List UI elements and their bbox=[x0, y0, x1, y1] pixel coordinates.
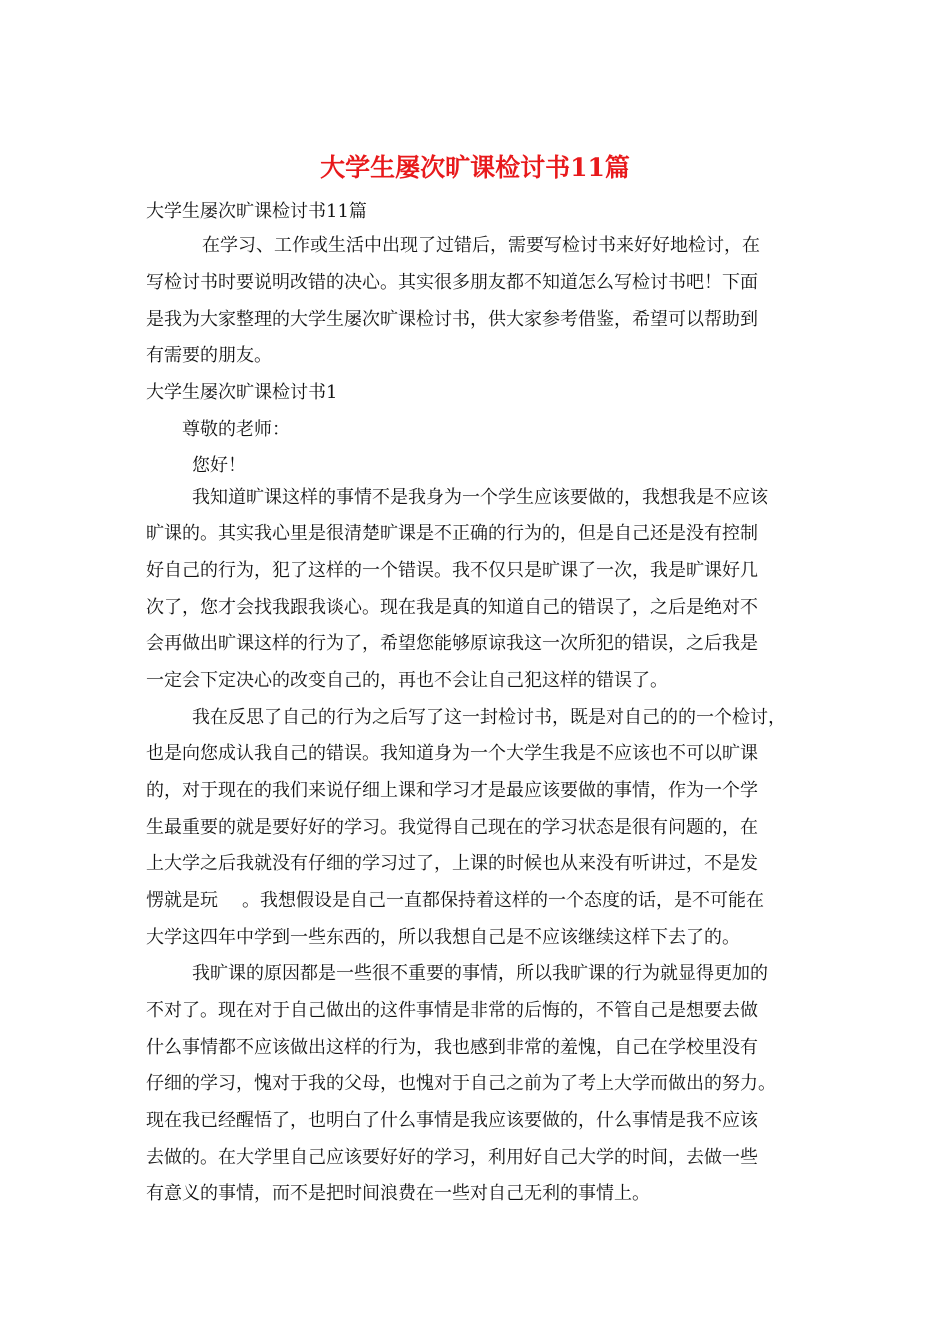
paragraph-line: 上大学之后我就没有仔细的学习过了，上课的时候也从来没有听讲过，不是发 bbox=[146, 853, 758, 874]
intro-line: 是我为大家整理的大学生屡次旷课检讨书，供大家参考借鉴，希望可以帮助到 bbox=[146, 309, 758, 330]
paragraph-line: 有意义的事情，而不是把时间浪费在一些对自己无利的事情上。 bbox=[146, 1183, 650, 1204]
intro-line: 有需要的朋友。 bbox=[146, 345, 272, 366]
paragraph-line: 我知道旷课这样的事情不是我身为一个学生应该要做的，我想我是不应该 bbox=[192, 487, 768, 508]
paragraph-line: 去做的。在大学里自己应该要好好的学习，利用好自己大学的时间，去做一些 bbox=[146, 1147, 758, 1168]
paragraph-line: 大学这四年中学到一些东西的，所以我想自己是不应该继续这样下去了的。 bbox=[146, 927, 740, 948]
paragraph-fragment: 愣就是玩 bbox=[146, 890, 218, 911]
paragraph-line: 仔细的学习，愧对于我的父母，也愧对于自己之前为了考上大学而做出的努力。 bbox=[146, 1073, 776, 1094]
salutation: 尊敬的老师： bbox=[182, 419, 290, 440]
paragraph-line: 什么事情都不应该做出这样的行为，我也感到非常的羞愧，自己在学校里没有 bbox=[146, 1037, 758, 1058]
paragraph-line: 旷课的。其实我心里是很清楚旷课是不正确的行为的，但是自己还是没有控制 bbox=[146, 523, 758, 544]
intro-line: 在学习、工作或生活中出现了过错后，需要写检讨书来好好地检讨，在 bbox=[202, 235, 760, 256]
paragraph-line: 一定会下定决心的改变自己的，再也不会让自己犯这样的错误了。 bbox=[146, 670, 668, 691]
document-title: 大学生屡次旷课检讨书11篇 bbox=[320, 153, 630, 182]
paragraph-line: 不对了。现在对于自己做出的这件事情是非常的后悔的，不管自己是想要去做 bbox=[146, 1000, 758, 1021]
section-heading: 大学生屡次旷课检讨书1 bbox=[146, 382, 338, 403]
paragraph-line: 次了，您才会找我跟我谈心。现在我是真的知道自己的错误了，之后是绝对不 bbox=[146, 597, 758, 618]
paragraph-fragment: 。我想假设是自己一直都保持着这样的一个态度的话，是不可能在 bbox=[242, 890, 764, 911]
paragraph-line: 的，对于现在的我们来说仔细上课和学习才是最应该要做的事情，作为一个学 bbox=[146, 780, 758, 801]
paragraph-line: 现在我已经醒悟了，也明白了什么事情是我应该要做的，什么事情是我不应该 bbox=[146, 1110, 758, 1131]
paragraph-line: 我在反思了自己的行为之后写了这一封检讨书，既是对自己的的一个检讨， bbox=[192, 707, 786, 728]
paragraph-line: 我旷课的原因都是一些很不重要的事情，所以我旷课的行为就显得更加的 bbox=[192, 963, 768, 984]
greeting: 您好！ bbox=[192, 455, 246, 476]
paragraph-line bbox=[146, 889, 764, 913]
subtitle: 大学生屡次旷课检讨书11篇 bbox=[146, 201, 367, 222]
paragraph-line: 会再做出旷课这样的行为了，希望您能够原谅我这一次所犯的错误，之后我是 bbox=[146, 633, 758, 654]
paragraph-line: 也是向您成认我自己的错误。我知道身为一个大学生我是不应该也不可以旷课 bbox=[146, 743, 758, 764]
paragraph-line: 生最重要的就是要好好的学习。我觉得自己现在的学习状态是很有问题的，在 bbox=[146, 817, 758, 838]
intro-line: 写检讨书时要说明改错的决心。其实很多朋友都不知道怎么写检讨书吧！下面 bbox=[146, 272, 758, 293]
paragraph-line: 好自己的行为，犯了这样的一个错误。我不仅只是旷课了一次，我是旷课好几 bbox=[146, 560, 758, 581]
